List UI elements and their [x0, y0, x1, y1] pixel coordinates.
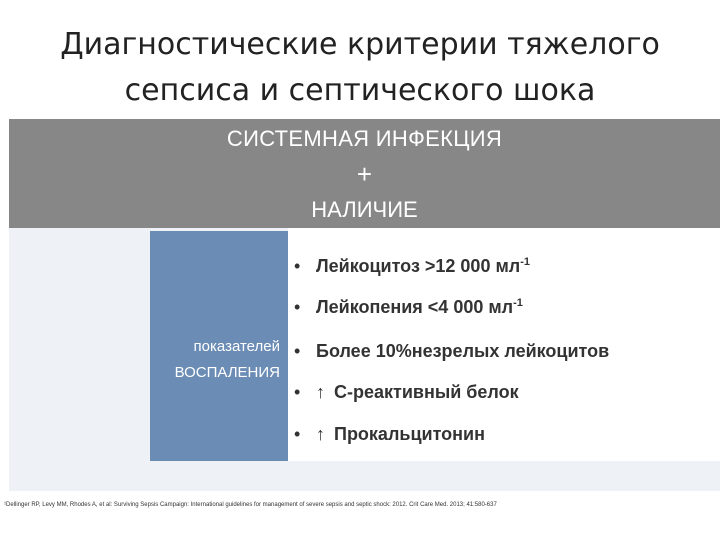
bullet-icon: •: [294, 256, 301, 276]
header-plus: +: [356, 159, 373, 189]
criterion-text: Прокальцитонин: [334, 424, 485, 444]
criterion-procalcitonin: [294, 424, 485, 445]
reference-footnote: ¹Dellinger RP, Levy MM, Rhodes A, et al: Surviving Sepsis Campaign: International guidelines for management of severe sepsis and septic shock: 2012. Crit Care Med. 2013; 41:580-637: [4, 502, 497, 508]
criterion-text: С-реактивный белок: [334, 382, 519, 402]
slide-title-line-2: сепсиса и септического шока: [124, 73, 596, 108]
criterion-superscript: -1: [520, 256, 530, 268]
criterion-text: Лейкоцитоз >12 000 мл: [316, 256, 521, 276]
slide-title: [0, 22, 720, 114]
inflammation-label-line-1: показателей: [193, 338, 280, 355]
criterion-text: Более 10%незрелых лейкоцитов: [316, 341, 610, 361]
up-arrow-icon: ↑: [316, 382, 325, 402]
systemic-infection-header: [9, 119, 720, 228]
criterion-text: Лейкопения <4 000 мл: [316, 297, 514, 317]
up-arrow-icon: ↑: [316, 424, 325, 444]
criterion-crp: [294, 382, 519, 403]
criterion-immature-leukocytes: [294, 341, 609, 362]
bullet-icon: •: [294, 341, 301, 361]
criterion-leukocytosis: [294, 256, 530, 277]
bullet-icon: •: [294, 382, 301, 402]
inflammation-label-line-2: ВОСПАЛЕНИЯ: [174, 364, 280, 381]
slide-title-line-1: Диагностические критерии тяжелого: [60, 27, 660, 62]
bullet-icon: •: [294, 297, 301, 317]
header-line-3: НАЛИЧИЕ: [311, 197, 418, 222]
header-line-1: СИСТЕМНАЯ ИНФЕКЦИЯ: [226, 126, 503, 151]
criterion-superscript: -1: [513, 297, 523, 309]
bullet-icon: •: [294, 424, 301, 444]
criterion-leukopenia: [294, 297, 523, 318]
